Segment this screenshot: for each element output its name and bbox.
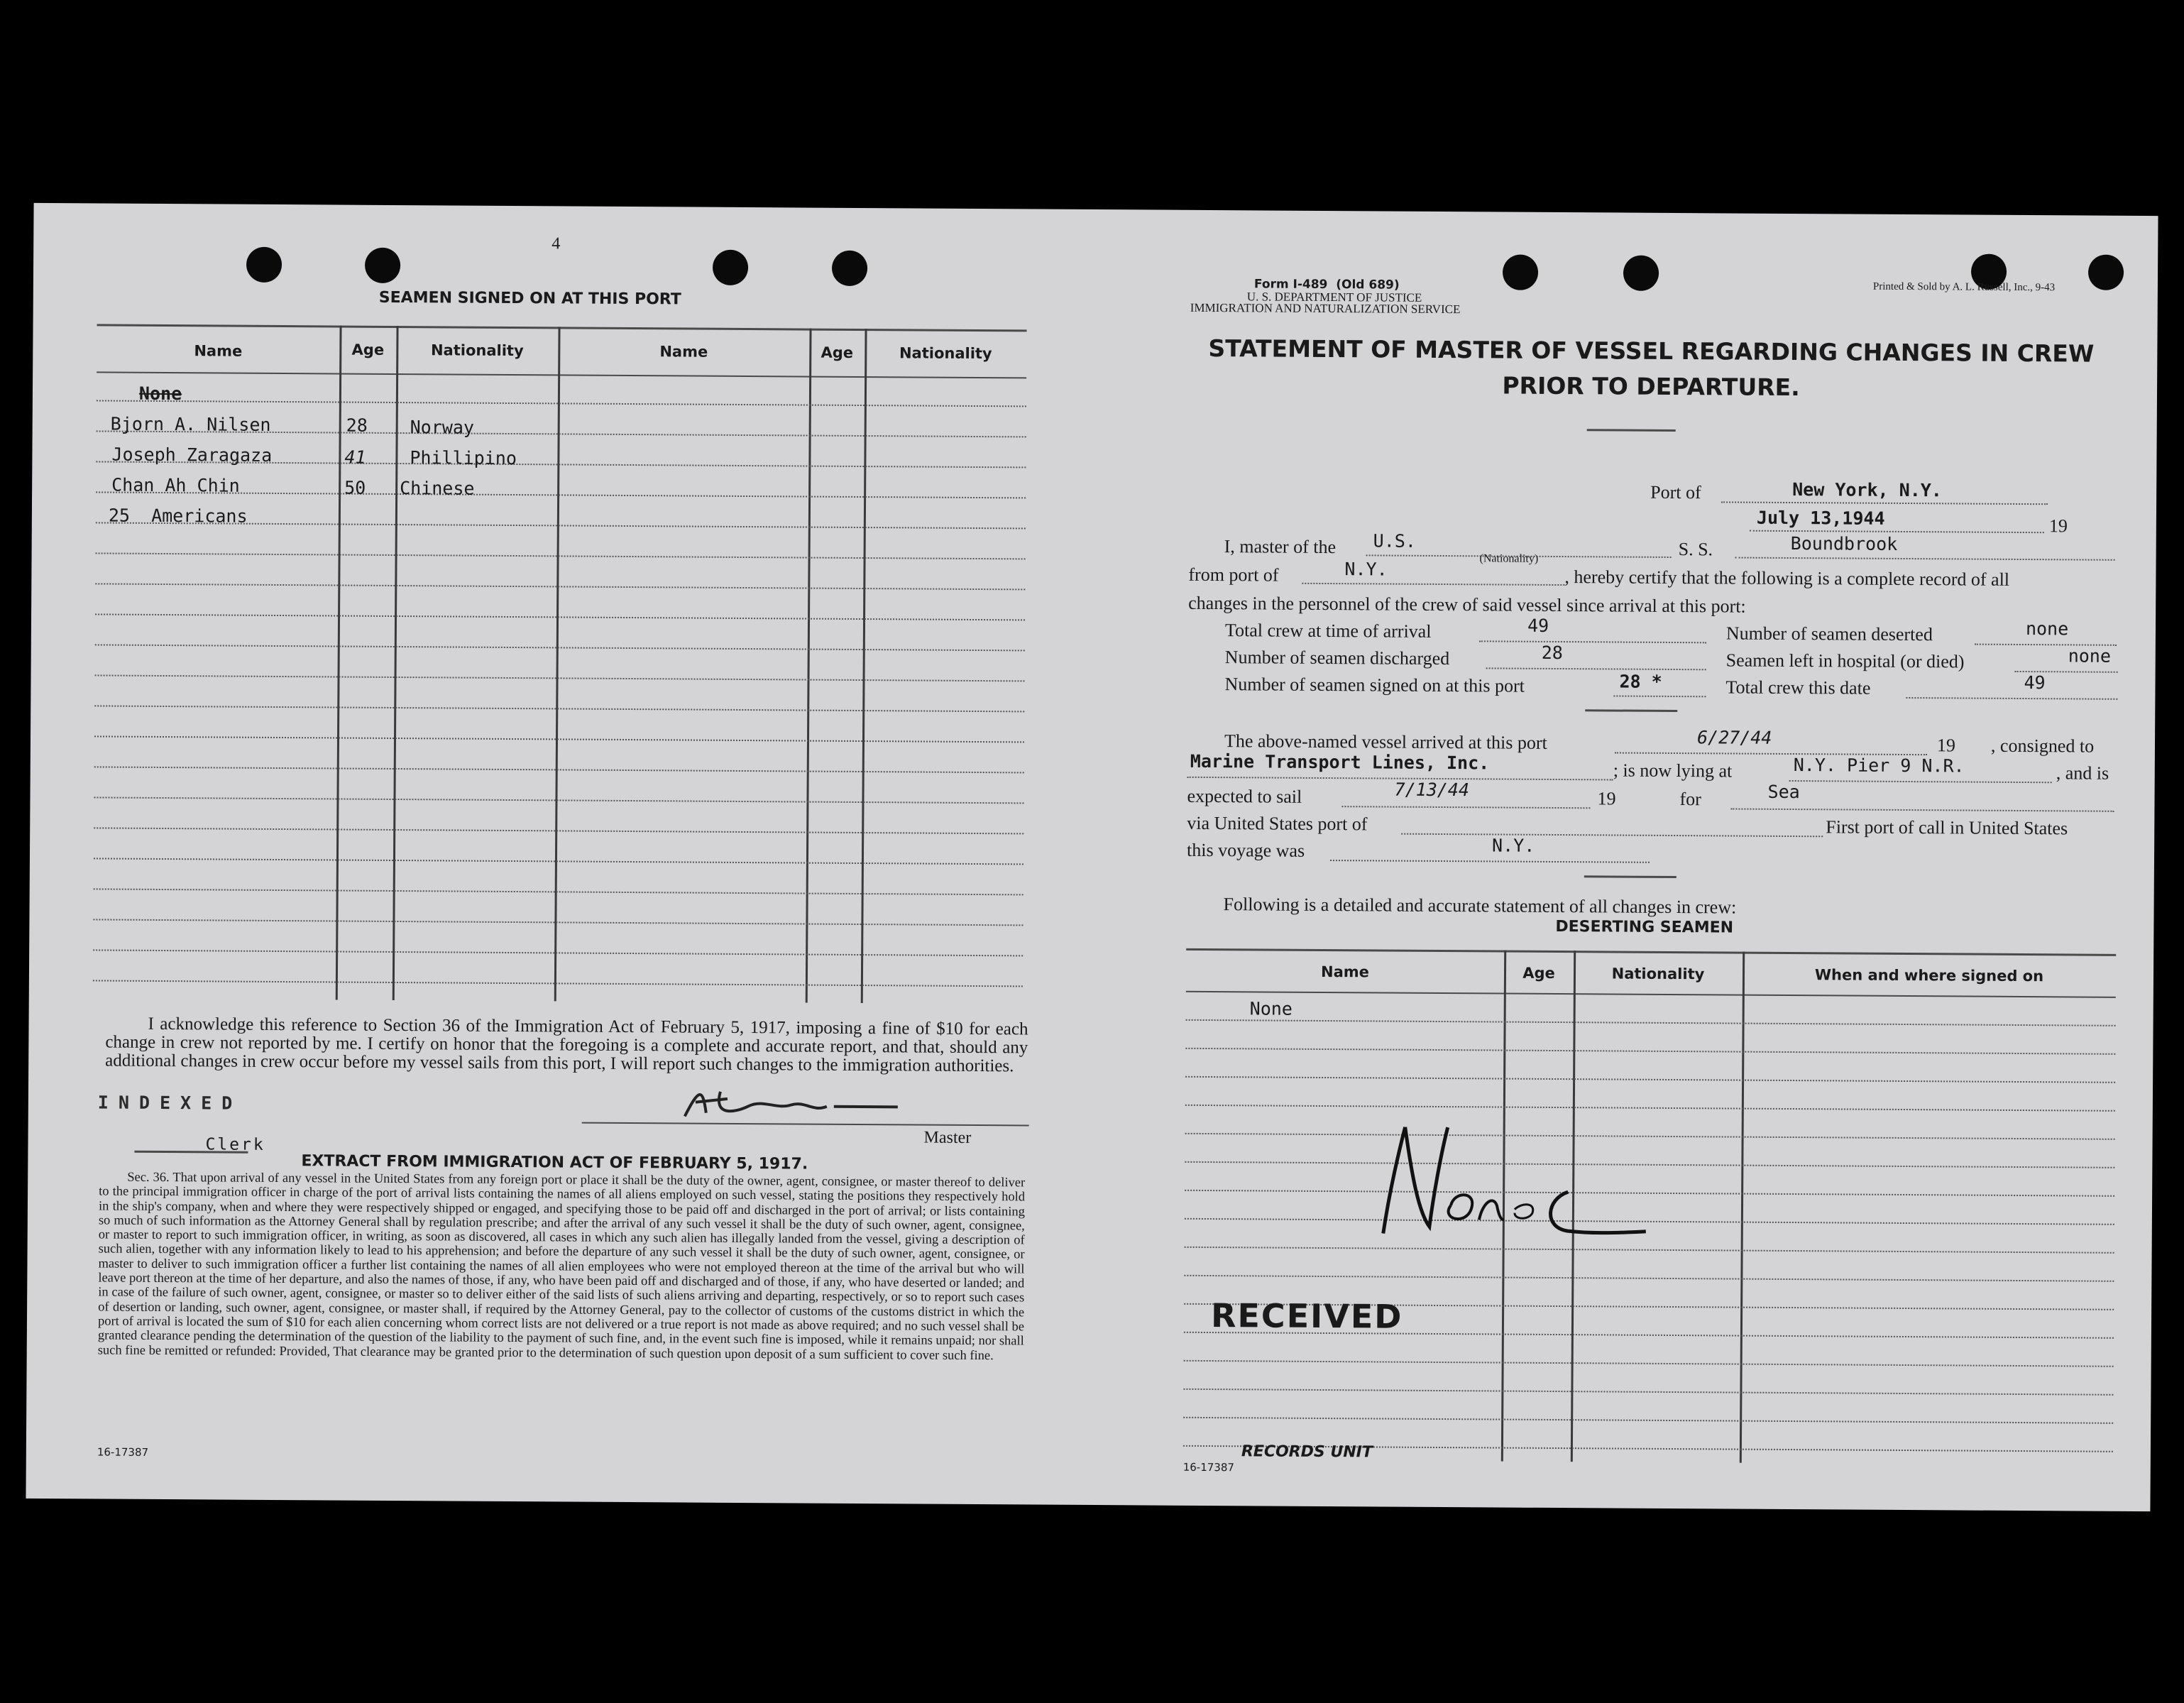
lying-label: ; is now lying at (1613, 760, 1733, 782)
column-header-name: Name (194, 342, 243, 360)
from-port-label: from port of (1188, 564, 1279, 586)
punch-hole (713, 250, 748, 285)
first-port-label: First port of call in United States (1826, 816, 2068, 839)
form-title-line1: STATEMENT OF MASTER OF VESSEL REGARDING CHANGES IN CREW (1208, 334, 2095, 368)
table-row-age: 50 (344, 477, 366, 498)
nationality-value: U.S. (1373, 530, 1417, 552)
punch-hole (246, 247, 282, 283)
master-signature (671, 1084, 969, 1129)
following-text: Following is a detailed and accurate statement of all changes in crew: (1223, 894, 1737, 918)
date-value: July 13,1944 (1756, 507, 1885, 529)
table-row-name: 25 Americans (108, 505, 248, 527)
total-crew-arrival-label: Total crew at time of arrival (1224, 620, 1432, 642)
table-row-age: 41 (344, 447, 366, 468)
voyage-label: this voyage was (1186, 839, 1305, 861)
deserting-first-entry: None (1249, 998, 1293, 1019)
year-prefix: 19 (1936, 735, 1956, 756)
total-crew-arrival-value: 49 (1527, 615, 1549, 636)
punch-hole (1623, 256, 1659, 291)
column-header-nationality: Nationality (1611, 965, 1705, 983)
hospital-label: Seamen left in hospital (or died) (1725, 650, 1965, 672)
records-unit-stamp: RECORDS UNIT (1241, 1442, 1373, 1462)
punch-hole (1503, 255, 1538, 290)
form-code: 16-17387 (97, 1445, 149, 1459)
ship-name: Boundbrook (1790, 533, 1898, 554)
port-label: Port of (1650, 481, 1701, 503)
table-row-nationality: Chinese (400, 478, 475, 499)
consigned-label: , consigned to (1990, 735, 2095, 757)
for-label: for (1679, 789, 1701, 810)
extract-text: Sec. 36. That upon arrival of any vessel in the United States from any foreign port or place it shall be the duty of the owner, agent, consignee, or master thereof to deliver to the principal immigration officer in charge of the port of arrival lists containing the names of all aliens employed on such vessel, stating the positions they respectively hold in the ship's company, when and where they were respectively shipped or engaged, and specifying those to be paid off and discharged in the port of arrival; or lists containing so much of such information as the Attorney General shall by regulation prescribe; and after the arrival of any such vessel it shall be the duty of such owner, agent, consignee, or master to report to such immigration officer, in writing, as soon as discovered, all cases in which any such alien has illegally landed from the vessel, giving a description of such alien, together with any information likely to lead to his apprehension; and before the departure of any such vessel it shall be the duty of such owner, agent, consignee, or master to deliver to such immigration officer a further list containing the names of all alien employees who were not employed thereon at the time of the arrival but who will leave port thereon at the time of her departure, and also the names of those, if any, who have been paid off and discharged and of those, if any, who have deserted or landed; and in case of the failure of such owner, agent, consignee, or master so to deliver either of the said lists of such aliens arriving and departing, respectively, or so to report such cases of desertion or landing, such owner, agent, consignee, or master shall, if required by the Attorney General, pay to the collector of customs of the customs district in which the port of arrival is located the sum of $10 for each alien concerning whom correct lists are not delivered or a true report is not made as above required; and no such vessel shall be granted clearance pending the determination of the question of the liability to the payment of such fine, and, in the event such fine is imposed, while it remains unpaid; nor shall such fine be remitted or refunded: Provided, That clearance may be granted prior to the determination of such question upon deposit of a sum sufficient to cover such fine. (97, 1170, 1026, 1363)
section-title: SEAMEN SIGNED ON AT THIS PORT (378, 288, 681, 309)
consignee: Marine Transport Lines, Inc. (1190, 750, 1490, 774)
column-header-name: Name (659, 343, 708, 361)
ss-label: S. S. (1678, 539, 1713, 560)
total-crew-date-label: Total crew this date (1725, 677, 1871, 699)
total-crew-date-value: 49 (2024, 672, 2046, 694)
service-name: IMMIGRATION AND NATURALIZATION SERVICE (1190, 300, 1461, 317)
port-value: New York, N.Y. (1792, 479, 1942, 501)
discharged-value: 28 (1541, 642, 1563, 664)
punch-hole (365, 248, 400, 283)
acknowledgment-paragraph: I acknowledge this reference to Section 36 of the Immigration Act of February 5, 1917, imposing a fine of $10 for each change in crew not reported by me. I certify on honor that the foregoing is a complete and accurate report, and that, should any additional changes in crew occur before my vessel sails from this port, I will report such changes to the immigration authorities. (105, 1014, 1028, 1076)
column-header-age: Age (1522, 964, 1555, 982)
form-title (1204, 331, 2099, 407)
form-number: Form I-489 (Old 689) (1253, 277, 1400, 292)
department-name: U. S. DEPARTMENT OF JUSTICE (1246, 290, 1422, 305)
signed-on-value: 28 * (1619, 671, 1662, 692)
discharged-label: Number of seamen discharged (1224, 647, 1450, 669)
from-port-value: N.Y. (1344, 559, 1388, 580)
via-label: via United States port of (1187, 812, 1368, 835)
year-prefix: 19 (1597, 788, 1616, 809)
table-row-nationality: Norway (410, 417, 475, 438)
printer-credit: Printed & Sold by A. L. Russell, Inc., 9-43 (1872, 280, 2056, 294)
certify-text: , hereby certify that the following is a complete record of all (1564, 566, 2010, 590)
lying-at: N.Y. Pier 9 N.R. (1793, 755, 1965, 777)
table-row-name: Joseph Zaragaza (111, 444, 273, 466)
master-of-label: I, master of the (1224, 536, 1337, 558)
table-row-name: None (138, 383, 182, 405)
indexed-stamp: INDEXED (97, 1092, 243, 1114)
column-header-nationality: Nationality (430, 341, 524, 360)
deserting-title: DESERTING SEAMEN (1555, 917, 1734, 937)
column-header-when-where: When and where signed on (1814, 966, 2044, 985)
voyage-port: N.Y. (1492, 835, 1535, 856)
sail-date: 7/13/44 (1394, 779, 1470, 801)
column-header-name: Name (1321, 963, 1370, 981)
arrived-label: The above-named vessel arrived at this port (1224, 730, 1547, 753)
nationality-caption: (Nationality) (1479, 552, 1539, 565)
extract-title: EXTRACT FROM IMMIGRATION ACT OF FEBRUARY 5, 1917. (301, 1152, 808, 1173)
arrived-date: 6/27/44 (1696, 727, 1772, 748)
certify-text-2: changes in the personnel of the crew of said vessel since arrival at this port: (1188, 592, 1746, 617)
page-number: 4 (552, 234, 561, 253)
received-stamp: RECEIVED (1210, 1296, 1403, 1336)
form-title-line2: PRIOR TO DEPARTURE. (1502, 371, 1800, 402)
column-header-age: Age (821, 344, 854, 361)
column-header-age: Age (351, 341, 385, 358)
destination: Sea (1767, 781, 1800, 803)
signed-on-label: Number of seamen signed on at this port (1224, 674, 1525, 696)
form-code: 16-17387 (1182, 1460, 1235, 1474)
master-label: Master (923, 1128, 972, 1147)
deserted-label: Number of seamen deserted (1725, 623, 1933, 645)
table-row-name: Chan Ah Chin (111, 474, 240, 496)
sail-label: expected to sail (1187, 785, 1302, 807)
deserted-value: none (2025, 618, 2069, 640)
table-row-nationality: Phillipino (410, 447, 517, 469)
year-prefix: 19 (2048, 515, 2068, 537)
punch-hole (832, 251, 867, 286)
table-row-name: Bjorn A. Nilsen (110, 413, 271, 435)
hospital-value: none (2068, 645, 2112, 667)
handwritten-none (1362, 1112, 1661, 1242)
column-header-nationality: Nationality (899, 344, 992, 363)
document-sheet (26, 203, 2158, 1511)
punch-hole (2088, 255, 2124, 290)
and-is-label: , and is (2056, 762, 2109, 784)
clerk-label: Clerk (205, 1135, 265, 1154)
table-row-age: 28 (346, 415, 368, 436)
